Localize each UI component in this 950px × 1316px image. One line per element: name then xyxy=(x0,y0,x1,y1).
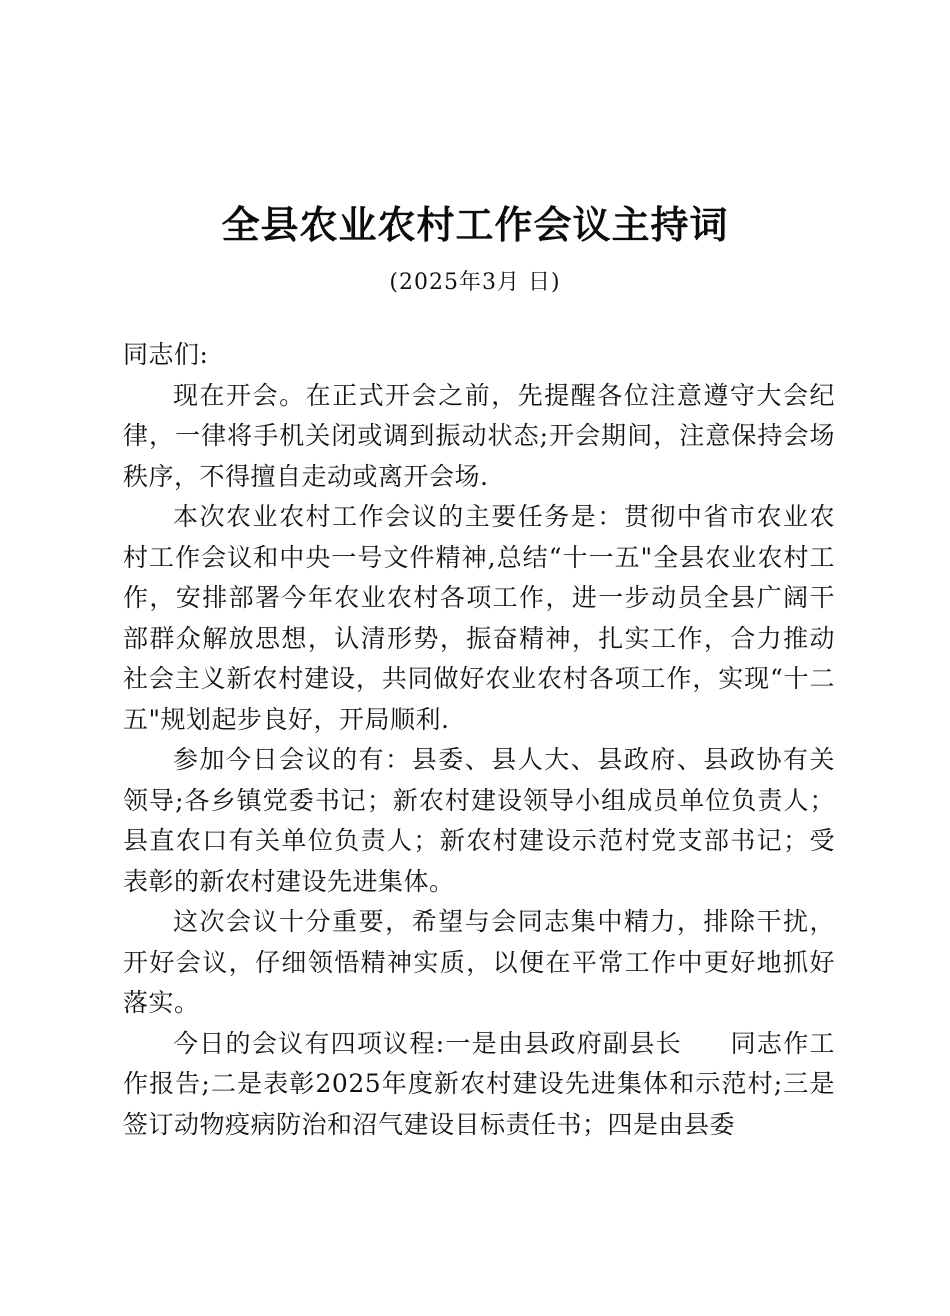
paragraph-main-tasks: 本次农业农村工作会议的主要任务是：贯彻中省市农业农村工作会议和中央一号文件精神,总结“十一五"全县农业农村工作，安排部署今年农业农村各项工作，进一步动员全县广阔干部群众解放思想，认清形势，振奋精神，扎实工作，合力推动社会主义新农村建设，共同做好农业农村各项工作，实现“十二五"规划起步良好，开局顺利. xyxy=(123,502,835,734)
document-body xyxy=(123,335,835,1145)
paragraph-attendees: 参加今日会议的有：县委、县人大、县政府、县政协有关领导;各乡镇党委书记；新农村建设领导小组成员单位负责人；县直农口有关单位负责人；新农村建设示范村党支部书记；受表彰的新农村建设先进集体。 xyxy=(123,745,835,896)
agenda-text-after-blank: 同志作工作报告;二是表彰2025年度新农村建设先进集体和示范村;三是签订动物疫病防治和沼气建设目标责任书；四是由县委 xyxy=(123,1028,835,1139)
salutation: 同志们: xyxy=(123,340,209,369)
agenda-text-before-blank: 今日的会议有四项议程:一是由县政府副县长 xyxy=(173,1028,682,1058)
document-date: (2025年3月 日) xyxy=(389,270,561,295)
paragraph-agenda xyxy=(123,1024,835,1146)
paragraph-opening: 现在开会。在正式开会之前，先提醒各位注意遵守大会纪律，一律将手机关闭或调到振动状态;开会期间，注意保持会场秩序，不得擅自走动或离开会场. xyxy=(123,380,835,491)
paragraph-importance: 这次会议十分重要，希望与会同志集中精力，排除干扰，开好会议，仔细领悟精神实质，以便在平常工作中更好地抓好落实。 xyxy=(123,907,835,1017)
document-title: 全县农业农村工作会议主持词 xyxy=(221,203,729,247)
